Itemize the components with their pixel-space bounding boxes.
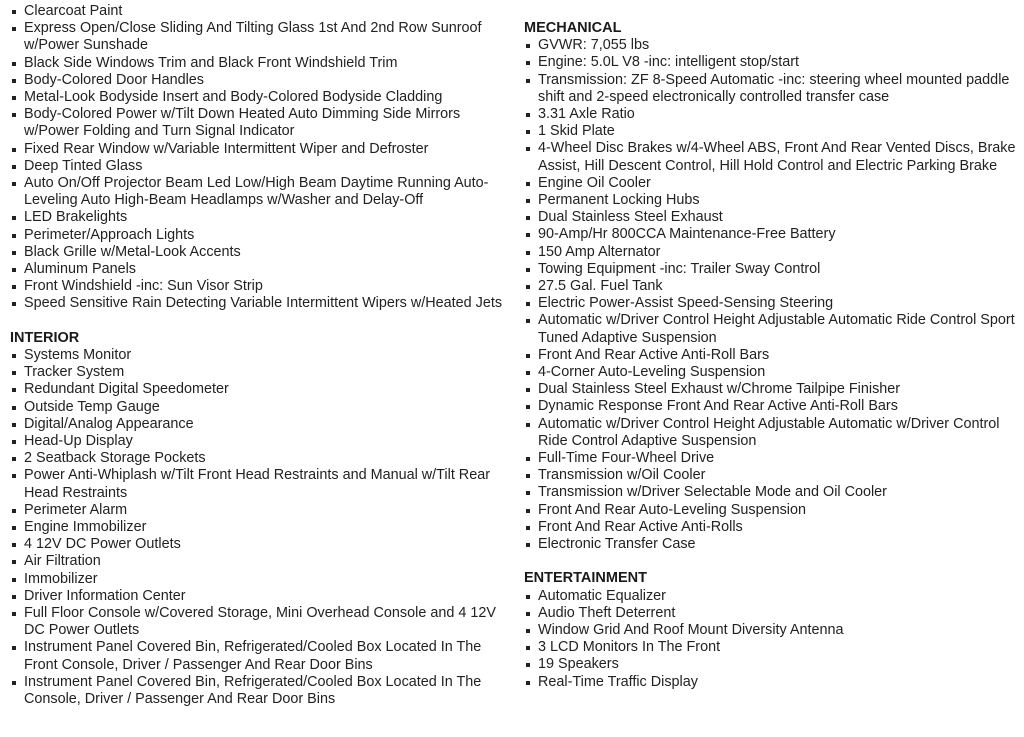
list-item-text: 90-Amp/Hr 800CCA Maintenance-Free Battery — [538, 226, 836, 243]
list-item — [524, 467, 1020, 484]
bullet-icon — [12, 474, 16, 478]
list-item — [10, 364, 510, 381]
bullet-icon — [12, 354, 16, 358]
list-item-text: Permanent Locking Hubs — [538, 192, 700, 209]
list-item — [10, 450, 510, 467]
list-item-text: Instrument Panel Covered Bin, Refrigerated/Cooled Box Located In The Console, Driver / Passenger And Rear Door Bins — [24, 673, 482, 708]
list-item-text: Automatic w/Driver Control Height Adjustable Automatic Ride Control Sport Tuned Adaptive Suspension — [538, 312, 1015, 346]
bullet-icon — [526, 405, 530, 409]
bullet-icon — [526, 147, 530, 151]
list-item-text: Tracker System — [24, 364, 125, 381]
list-item — [10, 227, 510, 244]
bullet-icon — [526, 509, 530, 513]
list-item-text: Clearcoat Paint — [24, 3, 123, 19]
bullet-icon — [526, 130, 530, 134]
list-item-text: Deep Tinted Glass — [24, 157, 143, 174]
list-item-text: 4-Corner Auto-Leveling Suspension — [538, 364, 766, 381]
list-item — [10, 261, 510, 278]
exterior-section — [10, 3, 510, 313]
list-item — [524, 416, 1020, 450]
list-item — [524, 605, 1020, 622]
list-item-text: Engine: 5.0L V8 -inc: intelligent stop/start — [538, 54, 800, 71]
list-item — [524, 278, 1020, 295]
list-item-text: Black Grille w/Metal-Look Accents — [24, 243, 241, 260]
section-gap — [524, 553, 1020, 570]
list-item — [524, 639, 1020, 656]
bullet-icon — [12, 560, 16, 564]
list-item — [10, 175, 510, 209]
list-item-text: Digital/Analog Appearance — [24, 415, 194, 432]
list-item — [10, 381, 510, 398]
list-item-text: Aluminum Panels — [24, 261, 136, 278]
exterior-list — [10, 3, 510, 313]
bullet-icon — [12, 423, 16, 427]
bullet-icon — [12, 268, 16, 272]
list-item — [524, 123, 1020, 140]
list-item-text: Metal-Look Bodyside Insert and Body-Colored Bodyside Cladding — [24, 89, 443, 106]
bullet-icon — [12, 113, 16, 117]
list-item — [10, 55, 510, 72]
bullet-icon — [12, 62, 16, 66]
list-item-text: Fixed Rear Window w/Variable Intermittent Wiper and Defroster — [24, 140, 429, 157]
list-item-text: 1 Skid Plate — [538, 123, 615, 140]
list-item-text: Audio Theft Deterrent — [538, 604, 676, 621]
list-item-text: Black Side Windows Trim and Black Front Windshield Trim — [24, 54, 398, 71]
bullet-icon — [12, 165, 16, 169]
list-item-text: 4 12V DC Power Outlets — [24, 536, 181, 553]
list-item-text: Air Filtration — [24, 553, 101, 570]
list-item — [524, 295, 1020, 312]
bullet-icon — [526, 491, 530, 495]
bullet-icon — [12, 509, 16, 513]
list-item — [10, 553, 510, 570]
bullet-icon — [526, 302, 530, 306]
bullet-icon — [526, 646, 530, 650]
list-item-text: Engine Oil Cooler — [538, 174, 651, 191]
list-item — [10, 605, 510, 639]
list-item — [10, 89, 510, 106]
list-item — [524, 72, 1020, 106]
list-item-text: Speed Sensitive Rain Detecting Variable Intermittent Wipers w/Heated Jets — [24, 295, 503, 312]
list-item-text: Transmission w/Driver Selectable Mode and Oil Cooler — [538, 484, 887, 501]
bullet-icon — [12, 595, 16, 599]
list-item-text: Transmission w/Oil Cooler — [538, 467, 706, 484]
list-item — [524, 209, 1020, 226]
list-item — [10, 674, 510, 708]
list-item-text: 150 Amp Alternator — [538, 243, 661, 260]
bullet-icon — [526, 319, 530, 323]
list-item-text: Front Windshield -inc: Sun Visor Strip — [24, 278, 263, 295]
list-item-text: Electric Power-Assist Speed-Sensing Steering — [538, 295, 834, 312]
bullet-icon — [526, 182, 530, 186]
mechanical-heading: MECHANICAL — [524, 20, 622, 36]
bullet-icon — [12, 148, 16, 152]
list-item-text: Automatic Equalizer — [538, 587, 666, 604]
interior-list — [10, 347, 510, 708]
list-item-text: Outside Temp Gauge — [24, 398, 160, 415]
bullet-icon — [12, 457, 16, 461]
list-item — [524, 674, 1020, 691]
list-item-text: Head-Up Display — [24, 433, 133, 450]
list-item-text: Full-Time Four-Wheel Drive — [538, 450, 715, 467]
list-item-text: 3.31 Axle Ratio — [538, 106, 635, 122]
list-item-text: Redundant Digital Speedometer — [24, 381, 229, 398]
bullet-icon — [12, 216, 16, 220]
list-item — [10, 72, 510, 89]
list-item-text: Systems Monitor — [24, 347, 132, 364]
list-item — [10, 209, 510, 226]
bullet-icon — [526, 388, 530, 392]
list-item — [10, 639, 510, 673]
right-column — [524, 20, 1020, 691]
list-item — [10, 502, 510, 519]
list-item — [524, 192, 1020, 209]
bullet-icon — [526, 681, 530, 685]
list-item-text: 4-Wheel Disc Brakes w/4-Wheel ABS, Front And Rear Vented Discs, Brake Assist, Hill Descent Control, Hill Hold Control and Electric Parking Brake — [538, 140, 1016, 174]
list-item-text: LED Brakelights — [24, 209, 128, 226]
list-item — [524, 588, 1020, 605]
left-column — [10, 3, 510, 708]
bullet-icon — [526, 474, 530, 478]
list-item — [10, 158, 510, 175]
list-item — [524, 312, 1020, 346]
list-item — [10, 278, 510, 295]
bullet-icon — [526, 216, 530, 220]
list-item — [524, 37, 1020, 54]
bullet-icon — [12, 612, 16, 616]
list-item — [10, 106, 510, 140]
entertainment-list — [524, 588, 1020, 691]
list-item — [10, 519, 510, 536]
bullet-icon — [12, 406, 16, 410]
list-item — [524, 502, 1020, 519]
list-item-text: Auto On/Off Projector Beam Led Low/High Beam Daytime Running Auto-Leveling Auto High-Beam Headlamps w/Washer and Delay-Off — [24, 175, 489, 209]
interior-heading: INTERIOR — [10, 329, 80, 346]
bullet-icon — [526, 268, 530, 272]
list-item — [10, 20, 510, 54]
list-item-text: Full Floor Console w/Covered Storage, Mini Overhead Console and 4 12V DC Power Outlets — [24, 605, 496, 639]
list-item-text: Body-Colored Power w/Tilt Down Heated Auto Dimming Side Mirrors w/Power Folding and Turn Signal Indicator — [24, 106, 461, 140]
bullet-icon — [526, 629, 530, 633]
list-item-text: Immobilizer — [24, 570, 98, 587]
list-item-text: GVWR: 7,055 lbs — [538, 37, 650, 54]
section-gap — [10, 313, 510, 330]
list-item — [524, 622, 1020, 639]
bullet-icon — [12, 681, 16, 685]
list-item — [10, 433, 510, 450]
bullet-icon — [12, 79, 16, 83]
bullet-icon — [526, 595, 530, 599]
list-item-text: Front And Rear Active Anti-Roll Bars — [538, 346, 770, 363]
list-item-text: Express Open/Close Sliding And Tilting Glass 1st And 2nd Row Sunroof w/Power Sunshade — [24, 20, 482, 54]
bullet-icon — [12, 388, 16, 392]
list-item — [10, 141, 510, 158]
list-item — [524, 106, 1020, 123]
list-item — [524, 398, 1020, 415]
list-item — [524, 226, 1020, 243]
bullet-icon — [526, 61, 530, 65]
bullet-icon — [12, 27, 16, 31]
bullet-icon — [12, 10, 16, 14]
bullet-icon — [526, 199, 530, 203]
mechanical-section — [524, 20, 1020, 553]
bullet-icon — [526, 423, 530, 427]
bullet-icon — [526, 285, 530, 289]
bullet-icon — [12, 234, 16, 238]
mechanical-list — [524, 37, 1020, 553]
list-item-text: Automatic w/Driver Control Height Adjustable Automatic w/Driver Control Ride Control Adaptive Suspension — [538, 415, 1000, 449]
list-item-text: Perimeter Alarm — [24, 501, 128, 518]
list-item — [524, 364, 1020, 381]
bullet-icon — [526, 233, 530, 237]
bullet-icon — [526, 543, 530, 547]
list-item-text: Electronic Transfer Case — [538, 536, 696, 553]
list-item-text: Instrument Panel Covered Bin, Refrigerated/Cooled Box Located In The Front Console, Driver / Passenger And Rear Door Bins — [24, 639, 482, 673]
list-item — [524, 175, 1020, 192]
bullet-icon — [526, 44, 530, 48]
bullet-icon — [12, 440, 16, 444]
interior-section — [10, 330, 510, 708]
list-item — [524, 140, 1020, 174]
list-item — [524, 484, 1020, 501]
list-item-text: Dynamic Response Front And Rear Active Anti-Roll Bars — [538, 398, 898, 415]
bullet-icon — [526, 251, 530, 255]
list-item-text: 19 Speakers — [538, 656, 619, 673]
list-item-text: Body-Colored Door Handles — [24, 71, 204, 88]
list-item-text: Dual Stainless Steel Exhaust — [538, 209, 723, 226]
bullet-icon — [12, 526, 16, 530]
list-item — [10, 588, 510, 605]
list-item-text: Front And Rear Auto-Leveling Suspension — [538, 501, 806, 518]
list-item — [10, 3, 510, 20]
bullet-icon — [526, 612, 530, 616]
entertainment-section — [524, 570, 1020, 690]
list-item-text: 2 Seatback Storage Pockets — [24, 450, 206, 467]
list-item-text: Engine Immobilizer — [24, 519, 147, 536]
list-item — [524, 656, 1020, 673]
list-item-text: Dual Stainless Steel Exhaust w/Chrome Tailpipe Finisher — [538, 381, 901, 398]
list-item — [10, 536, 510, 553]
bullet-icon — [12, 96, 16, 100]
list-item — [10, 399, 510, 416]
list-item-text: Window Grid And Roof Mount Diversity Antenna — [538, 622, 844, 639]
bullet-icon — [12, 302, 16, 306]
bullet-icon — [12, 371, 16, 375]
list-item — [524, 519, 1020, 536]
list-item-text: Towing Equipment -inc: Trailer Sway Control — [538, 260, 821, 277]
entertainment-heading: ENTERTAINMENT — [524, 570, 647, 587]
list-item-text: 3 LCD Monitors In The Front — [538, 639, 721, 656]
list-item — [10, 295, 510, 312]
list-item-text: Power Anti-Whiplash w/Tilt Front Head Restraints and Manual w/Tilt Rear Head Restraints — [24, 467, 491, 501]
list-item — [10, 571, 510, 588]
bullet-icon — [12, 182, 16, 186]
list-item — [524, 244, 1020, 261]
bullet-icon — [526, 79, 530, 83]
list-item — [10, 347, 510, 364]
bullet-icon — [526, 113, 530, 117]
bullet-icon — [526, 526, 530, 530]
list-item-text: Real-Time Traffic Display — [538, 673, 698, 690]
list-item — [10, 244, 510, 261]
bullet-icon — [12, 285, 16, 289]
list-item — [524, 381, 1020, 398]
list-item-text: Driver Information Center — [24, 587, 186, 604]
bullet-icon — [526, 371, 530, 375]
bullet-icon — [12, 578, 16, 582]
list-item-text: Front And Rear Active Anti-Rolls — [538, 518, 743, 535]
list-item — [524, 536, 1020, 553]
bullet-icon — [526, 457, 530, 461]
list-item — [524, 261, 1020, 278]
list-item — [524, 450, 1020, 467]
list-item-text: Transmission: ZF 8-Speed Automatic -inc: steering wheel mounted paddle shift and 2-speed electronically controlled transfer case — [538, 71, 1010, 105]
list-item-text: Perimeter/Approach Lights — [24, 226, 195, 243]
bullet-icon — [526, 663, 530, 667]
bullet-icon — [12, 646, 16, 650]
list-item — [10, 467, 510, 501]
list-item — [524, 347, 1020, 364]
bullet-icon — [526, 354, 530, 358]
bullet-icon — [12, 543, 16, 547]
list-item — [10, 416, 510, 433]
list-item — [524, 54, 1020, 71]
list-item-text: 27.5 Gal. Fuel Tank — [538, 278, 663, 295]
bullet-icon — [12, 251, 16, 255]
